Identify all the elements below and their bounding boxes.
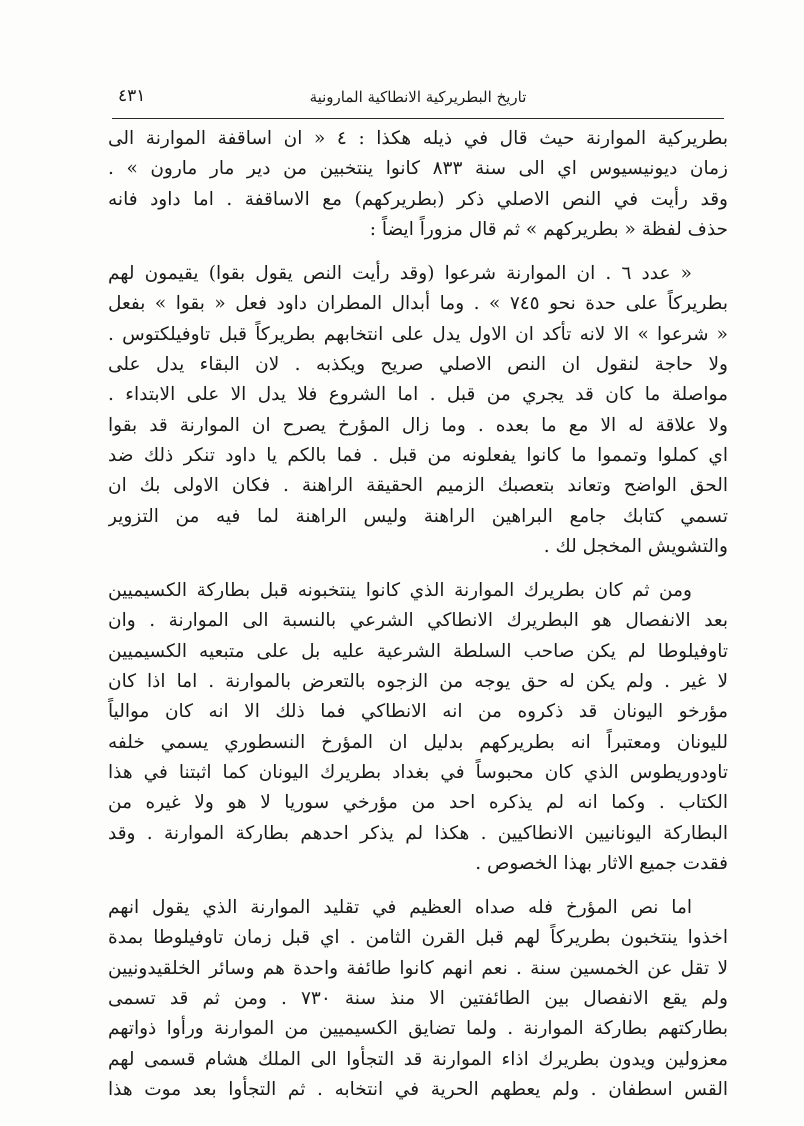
body-text — [108, 124, 728, 1105]
text-line: الكتاب . وكما انه لم يذكره احد من مؤرخي سوريا لا هو ولا غيره من — [108, 792, 728, 814]
text-line: الحق الواضح وتعاند بتعصبك الزميم الحقيقة الراهنة . فكان الاولى بك ان — [108, 475, 728, 497]
paragraph-1 — [108, 124, 728, 245]
text-line: اي كملوا وتمموا ما كانوا يفعلونه من قبل . فما بالكم يا داود تنكر ذلك ضد — [108, 444, 728, 466]
text-line: ولا علاقة له الا مع ما بعده . وما زال المؤرخ يصرح ان الموارنة قد بقوا — [108, 414, 728, 436]
paragraph-gap — [108, 245, 728, 259]
text-line: مواصلة ما كان قد يجري من قبل . اما الشروع فلا يدل الا على الابتداء . — [108, 384, 728, 406]
text-line: بطريركاً على حدة نحو ٧٤٥ » . وما أبدال المطران داود فعل « بقوا » بفعل — [108, 293, 728, 315]
text-line: لليونان ومعتبراً انه بطريركهم بدليل ان المؤرخ النسطوري يسمي خلفه — [108, 731, 728, 753]
text-line: مؤرخو اليونان قد ذكروه من انه الانطاكي فما ذلك الا انه كان موالياً — [108, 701, 728, 723]
paragraph-3 — [108, 576, 728, 879]
text-line: فقدت جميع الاثار بهذا الخصوص . — [475, 852, 728, 874]
header-rule — [112, 118, 724, 119]
text-line: اخذوا ينتخبون بطريركاً لهم قبل القرن الثامن . اي قبل زمان تاوفيلوطا بمدة — [108, 927, 728, 949]
text-line: تسمي كتابك جامع البراهين الراهنة وليس الراهنة لما فيه من التزوير — [108, 505, 728, 527]
text-line: بطريركية الموارنة حيث قال في ذيله هكذا : ٤ « ان اساقفة الموارنة الى — [108, 128, 728, 149]
text-line: تاوفيلوطا لم يكن صاحب السلطة الشرعية عليه بل على متبعيه الكسيميين — [108, 640, 728, 662]
text-line: ولا حاجة لنقول ان النص الاصلي صريح ويكذبه . لان البقاء يدل على — [108, 354, 728, 376]
text-line: « شرعوا » الا لانه تأكد ان الاول يدل على انتخابهم بطريركاً قبل تاوفيلكتوس . — [108, 323, 728, 345]
text-line: « عدد ٦ . ان الموارنة شرعوا (وقد رأيت النص يقول بقوا) يقيمون لهم — [108, 263, 693, 285]
text-line: لا غير . ولم يكن له حق يوجه من الزجوه بالتعرض بالموارنة . اما اذا كان — [108, 671, 728, 693]
running-title: تاريخ البطريركية الانطاكية المارونية — [309, 88, 527, 106]
text-line: لا تقل عن الخمسين سنة . نعم انهم كانوا طائفة واحدة هم وسائر الخلقيدونيين — [108, 957, 728, 979]
text-line: القس اسطفان . ولم يعطهم الحرية في انتخابه . ثم التجأوا بعد موت هذا — [108, 1078, 728, 1100]
text-line: معزولين ويدون بطريرك اذاء الموارنة قد التجأوا الى الملك هشام قسمى لهم — [108, 1048, 728, 1070]
page-number: ٤٣١ — [118, 86, 146, 106]
paragraph-2 — [108, 259, 728, 562]
text-line: بطاركتهم بطاركة الموارنة . ولما تضايق الكسيميين من الموارنة ورأوا ذواتهم — [108, 1018, 728, 1040]
text-line: حذف لفظة « بطريركهم » ثم قال مزوراً ايضاً : — [369, 218, 728, 240]
text-line: زمان ديونيسيوس اي الى سنة ٨٣٣ كانوا ينتخبين من دير مار مارون » . — [108, 158, 728, 180]
text-line: ومن ثم كان بطريرك الموارنة الذي كانوا ينتخبونه قبل بطاركة الكسيميين — [108, 580, 692, 602]
paragraph-4 — [108, 893, 728, 1105]
text-line: ولم يقع الانفصال بين الطائفتين الا منذ سنة ٧٣٠ . ومن ثم قد تسمى — [108, 988, 728, 1010]
paragraph-gap — [108, 562, 728, 576]
paragraph-gap — [108, 879, 728, 893]
page-header — [118, 84, 718, 114]
text-line: وقد رأيت في النص الاصلي ذكر (بطريركهم) مع الاساقفة . اما داود فانه — [108, 188, 728, 210]
text-line: اما نص المؤرخ فله صداه العظيم في تقليد الموارنة الذي يقول انهم — [108, 897, 692, 919]
text-line: البطاركة اليونانيين الانطاكيين . هكذا لم يذكر احدهم بطاركة الموارنة . وقد — [108, 822, 728, 844]
text-line: بعد الانفصال هو البطريرك الانطاكي الشرعي بالنسبة الى الموارنة . وان — [108, 610, 728, 632]
text-line: تاودوريطوس الذي كان محبوساً في بغداد بطريرك اليونان كما اثبتنا في هذا — [108, 761, 728, 783]
text-line: والتشويش المخجل لك . — [543, 535, 728, 557]
